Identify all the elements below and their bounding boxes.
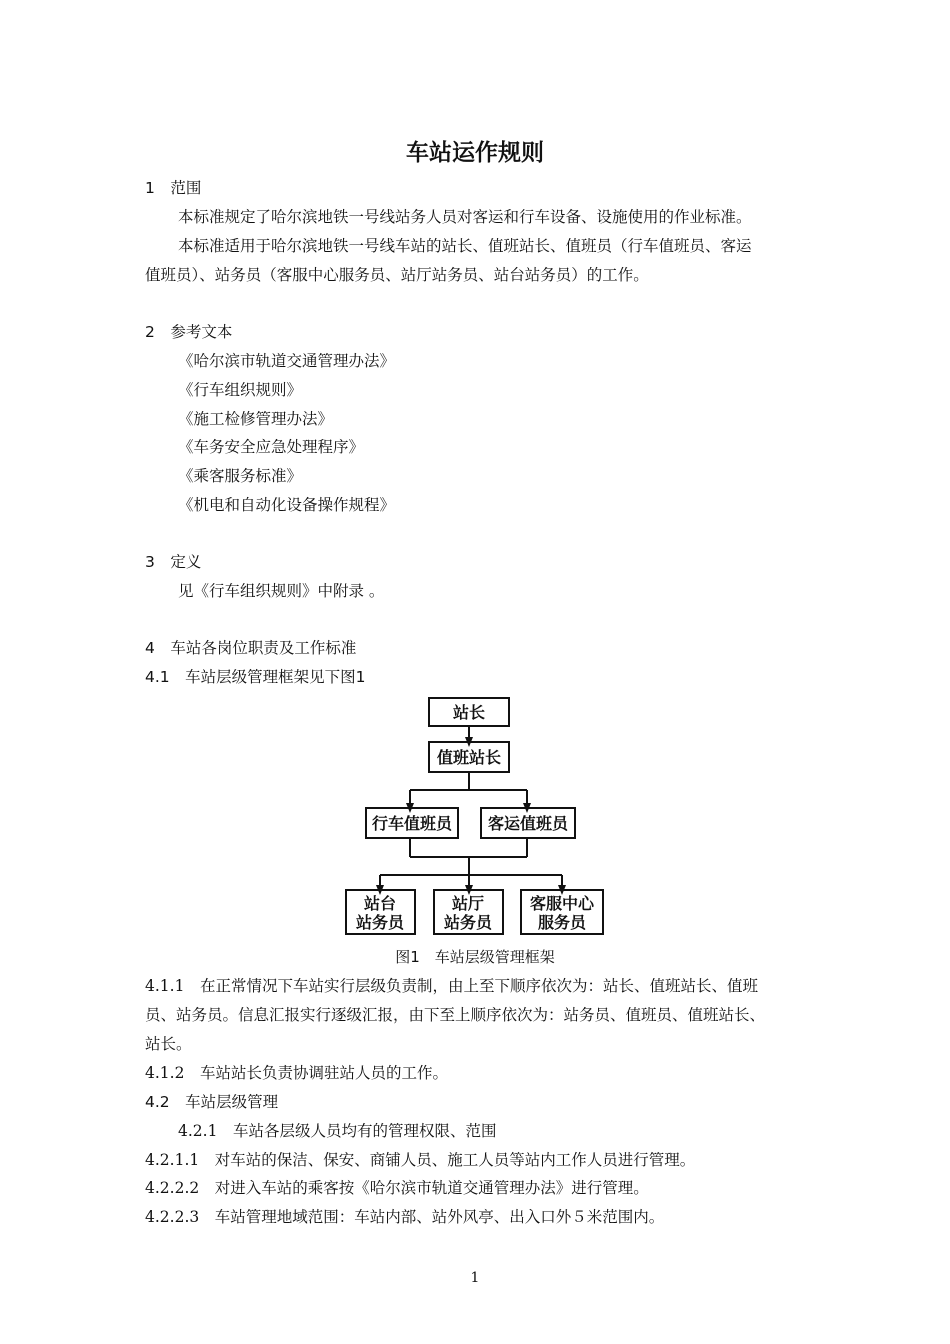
paragraph-4-2-1-1: 4.2.1.1 对车站的保洁、保安、商铺人员、施工人员等站内工作人员进行管理。 (145, 1151, 696, 1169)
page-number: 1 (470, 1270, 480, 1286)
paragraph-4-2-1: 4.2.1 车站各层级人员均有的管理权限、范围 (178, 1122, 497, 1140)
section-1-heading: 1 范围 (145, 179, 202, 197)
label-service-center-line-2: 服务员 (537, 913, 587, 932)
reference-item: 《哈尔滨市轨道交通管理办法》 (178, 352, 396, 370)
section-3-heading: 3 定义 (145, 553, 202, 571)
label-platform-staff-line-2: 站务员 (355, 913, 405, 932)
section-3-text: 见《行车组织规则》中附录 。 (178, 582, 385, 600)
section-2-heading: 2 参考文本 (145, 323, 233, 341)
section-1-paragraph-2-line-2: 值班员）、站务员（客服中心服务员、站厅站务员、站台站务员）的工作。 (145, 266, 649, 284)
section-4-heading: 4 车站各岗位职责及工作标准 (145, 639, 357, 657)
section-1-paragraph-2-line-1: 本标准适用于哈尔滨地铁一号线车站的站长、值班站长、值班员（行车值班员、客运 (178, 237, 752, 255)
paragraph-4-1-1-line-3: 站长。 (145, 1035, 192, 1053)
page-title: 车站运作规则 (406, 140, 544, 166)
reference-item: 《乘客服务标准》 (178, 467, 303, 485)
figure-caption: 图1 车站层级管理框架 (395, 948, 555, 966)
section-1-paragraph-1: 本标准规定了哈尔滨地铁一号线站务人员对客运和行车设备、设施使用的作业标准。 (178, 208, 752, 226)
label-service-center-line-1: 客服中心 (529, 894, 595, 913)
reference-item: 《行车组织规则》 (178, 381, 303, 399)
label-train-duty-officer: 行车值班员 (371, 814, 453, 833)
paragraph-4-1-1-line-1: 4.1.1 在正常情况下车站实行层级负责制，由上至下顺序依次为：站长、值班站长、值班 (145, 977, 758, 995)
label-hall-staff-line-2: 站务员 (443, 913, 493, 932)
section-4-2-heading: 4.2 车站层级管理 (145, 1093, 279, 1111)
paragraph-4-1-2: 4.1.2 车站站长负责协调驻站人员的工作。 (145, 1064, 448, 1082)
label-station-master: 站长 (452, 703, 486, 722)
reference-item: 《车务安全应急处理程序》 (178, 438, 365, 456)
label-platform-staff-line-1: 站台 (363, 894, 397, 913)
reference-item: 《机电和自动化设备操作规程》 (178, 496, 396, 514)
reference-item: 《施工检修管理办法》 (178, 410, 334, 428)
paragraph-4-1-1-line-2: 员、站务员。信息汇报实行逐级汇报，由下至上顺序依次为：站务员、值班员、值班站长、 (145, 1006, 766, 1024)
paragraph-4-2-2-3: 4.2.2.3 车站管理地域范围：车站内部、站外风亭、出入口外５米范围内。 (145, 1208, 665, 1226)
label-hall-staff-line-1: 站厅 (451, 894, 485, 913)
paragraph-4-2-2-2: 4.2.2.2 对进入车站的乘客按《哈尔滨市轨道交通管理办法》进行管理。 (145, 1179, 649, 1197)
label-passenger-duty-officer: 客运值班员 (487, 814, 569, 833)
label-duty-station-master: 值班站长 (436, 748, 502, 767)
section-4-1-heading: 4.1 车站层级管理框架见下图1 (145, 668, 366, 686)
